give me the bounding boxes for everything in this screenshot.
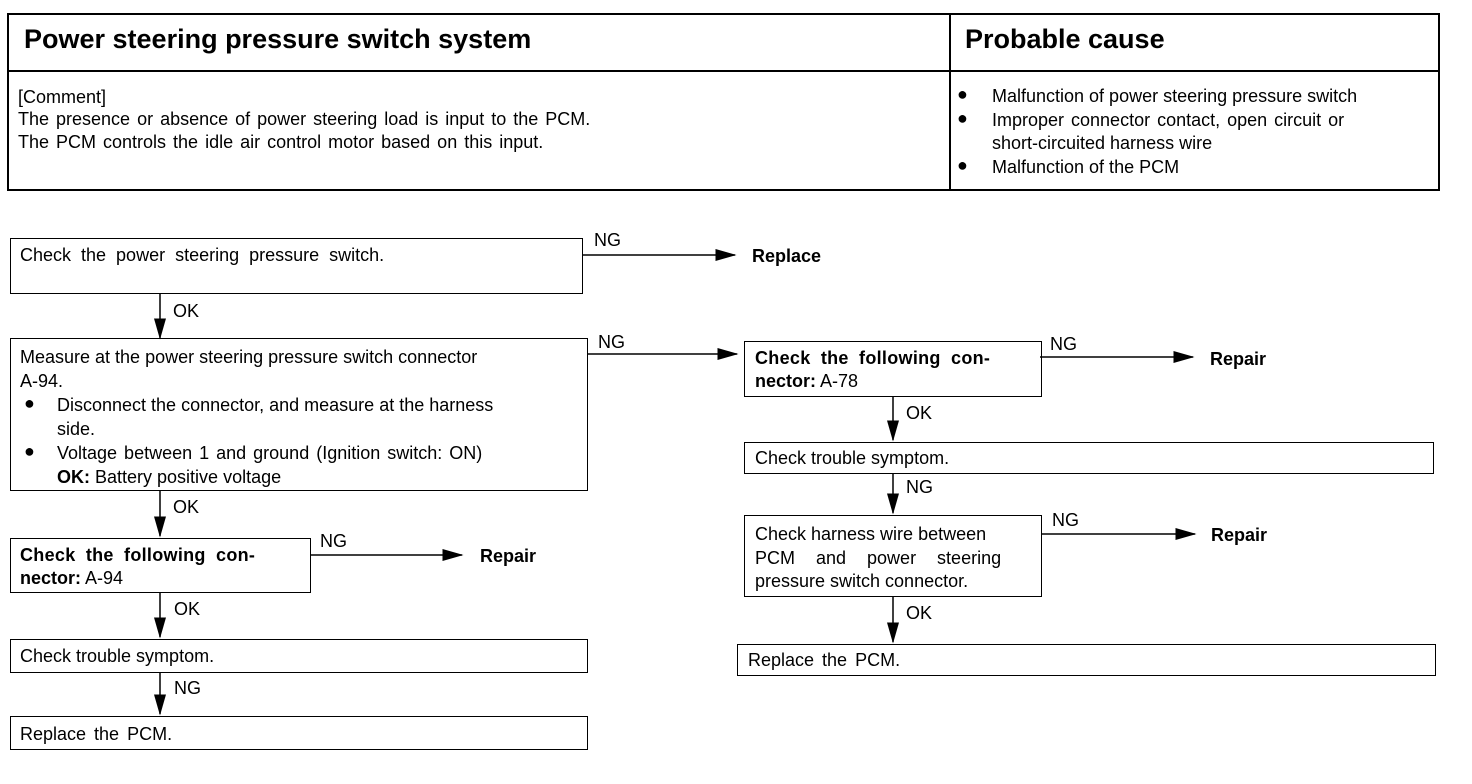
- connector-label: nector:: [20, 568, 82, 588]
- bullet-icon: ●: [24, 441, 35, 461]
- flow-box-check-switch-text: Check the power steering pressure switch.: [20, 245, 385, 265]
- repair-action: Repair: [1211, 525, 1268, 545]
- connector-id: A-94: [85, 568, 124, 588]
- ok-value: Battery positive voltage: [95, 467, 282, 487]
- ng-label: NG: [1052, 510, 1079, 530]
- bullet-icon: ●: [24, 393, 35, 413]
- cause-2: Improper connector contact, open circuit or: [992, 110, 1345, 130]
- ok-label: OK: [173, 497, 200, 517]
- connector-a78-line-2: [755, 369, 858, 393]
- measure-bullet-2: Voltage between 1 and ground (Ignition switch: ON): [57, 443, 483, 463]
- repair-action: Repair: [480, 546, 537, 566]
- ng-label: NG: [594, 230, 621, 250]
- ok-label: OK: [906, 603, 933, 623]
- probable-cause-title: Probable cause: [965, 24, 1165, 54]
- comment-line-2: The PCM controls the idle air control motor based on this input.: [18, 132, 544, 152]
- check-symptom-right-text: Check trouble symptom.: [755, 448, 950, 468]
- measure-bullet-1: Disconnect the connector, and measure at the harness: [57, 395, 494, 415]
- ng-label: NG: [906, 477, 933, 497]
- harness-line-1: Check harness wire between: [755, 524, 987, 544]
- bullet-icon: ●: [957, 84, 968, 104]
- cause-3: Malfunction of the PCM: [992, 157, 1180, 177]
- connector-a94-line-2: [20, 566, 123, 590]
- connector-a94-line-1: Check the following con-: [20, 545, 256, 565]
- bullet-icon: ●: [957, 108, 968, 128]
- system-title: Power steering pressure switch system: [24, 24, 532, 54]
- connector-label: nector:: [755, 371, 817, 391]
- measure-ok-line: [57, 465, 281, 489]
- ng-label: NG: [174, 678, 201, 698]
- cause-1: Malfunction of power steering pressure switch: [992, 86, 1358, 106]
- comment-label: [Comment]: [18, 87, 107, 107]
- measure-bullet-1-cont: side.: [57, 419, 96, 439]
- replace-action: Replace: [752, 246, 822, 266]
- harness-line-3: pressure switch connector.: [755, 571, 969, 591]
- measure-line-1: Measure at the power steering pressure switch connector: [20, 347, 478, 367]
- ok-prefix: OK:: [57, 467, 90, 487]
- ng-label: NG: [1050, 334, 1077, 354]
- comment-line-1: The presence or absence of power steering load is input to the PCM.: [18, 109, 591, 129]
- connector-id: A-78: [820, 371, 859, 391]
- connector-a78-line-1: Check the following con-: [755, 348, 991, 368]
- ng-label: NG: [320, 531, 347, 551]
- ok-label: OK: [906, 403, 933, 423]
- ok-label: OK: [173, 301, 200, 321]
- ng-label: NG: [598, 332, 625, 352]
- harness-line-2: PCM and power steering: [755, 548, 1002, 568]
- cause-2-cont: short-circuited harness wire: [992, 133, 1213, 153]
- bullet-icon: ●: [957, 155, 968, 175]
- repair-action: Repair: [1210, 349, 1267, 369]
- measure-line-2: A-94.: [20, 371, 64, 391]
- replace-pcm-text: Replace the PCM.: [20, 724, 173, 744]
- ok-label: OK: [174, 599, 201, 619]
- check-symptom-text: Check trouble symptom.: [20, 646, 215, 666]
- replace-pcm-right-text: Replace the PCM.: [748, 650, 901, 670]
